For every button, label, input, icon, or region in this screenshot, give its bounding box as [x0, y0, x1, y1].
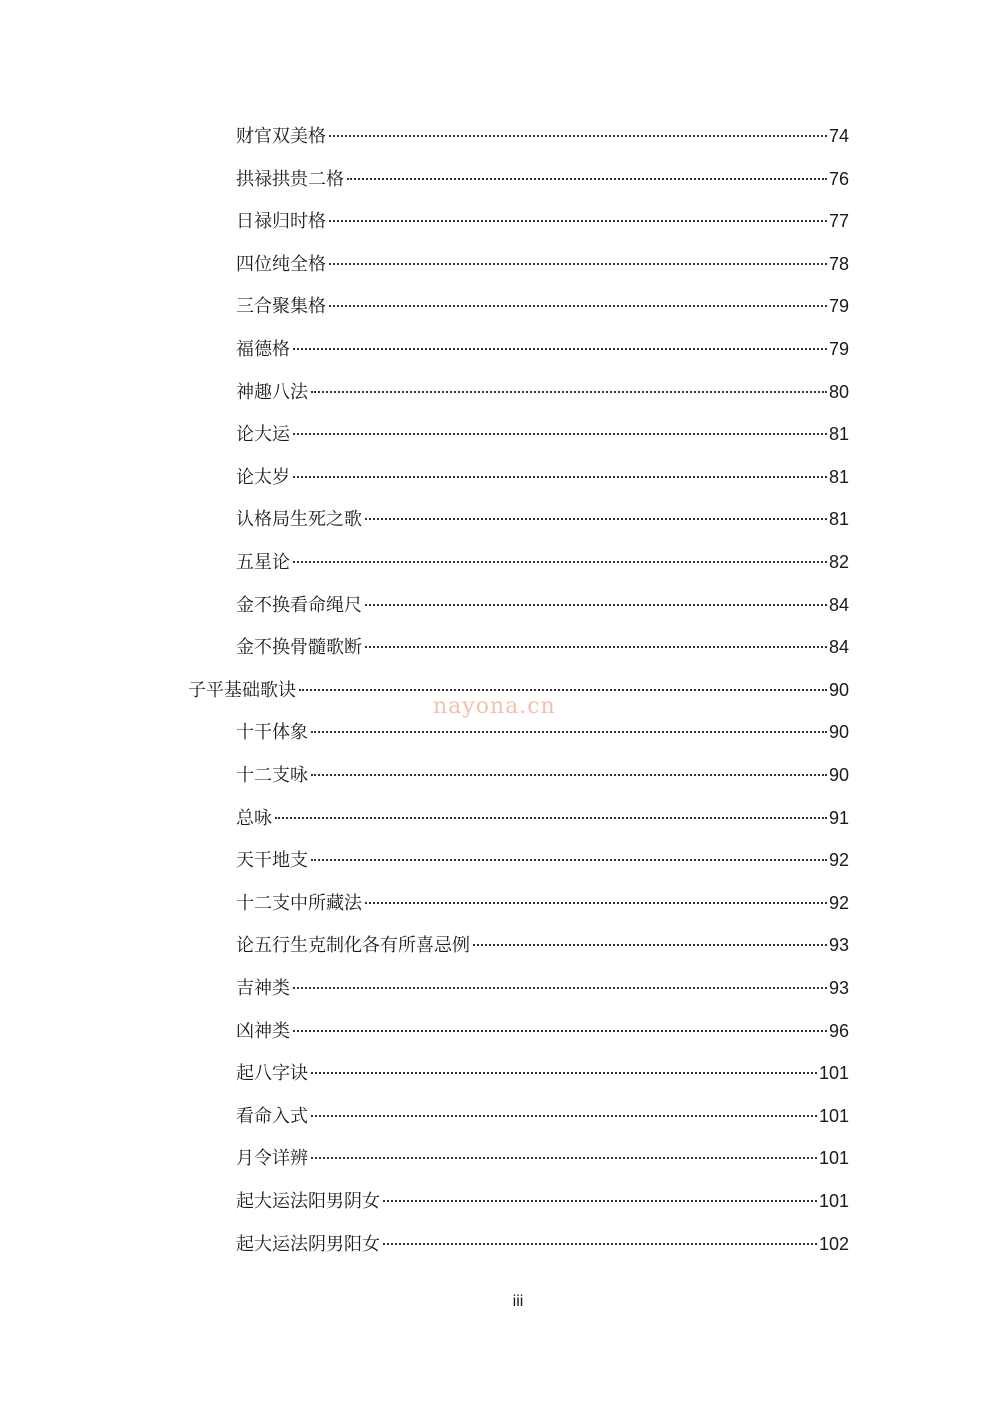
page-number: iii — [512, 1293, 524, 1310]
toc-entry-title: 起八字诀 — [236, 1063, 308, 1085]
toc-entry[interactable] — [236, 590, 849, 620]
dot-leader — [329, 135, 827, 137]
toc-entry-title: 总咏 — [236, 807, 272, 829]
toc-entry[interactable] — [236, 845, 849, 875]
dot-leader — [293, 348, 827, 350]
toc-entry-title: 金不换骨髓歌断 — [236, 637, 362, 659]
toc-entry[interactable] — [236, 973, 849, 1003]
dot-leader — [383, 1200, 817, 1202]
toc-entry-page: 90 — [828, 765, 849, 785]
toc-entry-title: 起大运法阳男阴女 — [236, 1191, 380, 1212]
toc-entry-page: 79 — [828, 296, 849, 317]
toc-entry-page: 93 — [828, 935, 849, 956]
dot-leader — [311, 859, 827, 861]
toc-entry[interactable] — [236, 419, 849, 449]
toc-entry-page: 79 — [828, 339, 849, 359]
dot-leader — [365, 518, 827, 520]
toc-entry[interactable] — [236, 930, 849, 960]
dot-leader — [275, 817, 827, 819]
dot-leader — [311, 1157, 817, 1159]
dot-leader — [329, 220, 827, 222]
dot-leader — [329, 263, 827, 265]
toc-entry-title: 金不换看命绳尺 — [236, 594, 362, 616]
toc-entry-title: 论五行生克制化各有所喜忌例 — [236, 935, 470, 957]
toc-entry-title: 子平基础歌诀 — [188, 679, 296, 701]
toc-entry-page: 80 — [828, 381, 849, 402]
toc-entry-page: 84 — [828, 637, 849, 658]
dot-leader — [293, 1030, 827, 1032]
watermark: nayona.cn — [433, 694, 556, 719]
toc-entry-title: 财官双美格 — [236, 126, 326, 147]
toc-entry-page: 81 — [828, 509, 849, 530]
toc-entry[interactable] — [236, 121, 849, 151]
dot-leader — [473, 944, 827, 946]
toc-entry[interactable] — [236, 1186, 849, 1216]
toc-entry-title: 四位纯全格 — [236, 253, 326, 275]
toc-entry-page: 93 — [828, 978, 849, 998]
toc-entry-page: 102 — [818, 1233, 849, 1254]
toc-entry-page: 101 — [818, 1148, 849, 1169]
toc-entry-page: 90 — [828, 679, 849, 700]
toc-entry[interactable] — [236, 249, 849, 279]
toc-entry-page: 81 — [828, 424, 849, 445]
toc-entry-title: 起大运法阴男阳女 — [236, 1233, 380, 1255]
toc-entry-title: 福德格 — [236, 339, 290, 360]
toc-entry-page: 101 — [818, 1191, 849, 1211]
toc-entry-page: 78 — [828, 253, 849, 274]
dot-leader — [293, 561, 827, 563]
dot-leader — [293, 476, 827, 478]
toc-entry[interactable] — [236, 462, 849, 492]
toc-entry[interactable] — [236, 504, 849, 534]
toc-entry-title: 日禄归时格 — [236, 211, 326, 233]
toc-entry[interactable] — [236, 1229, 849, 1259]
toc-entry-page: 82 — [828, 552, 849, 572]
toc-entry-title: 五星论 — [236, 552, 290, 573]
toc-entry-title: 认格局生死之歌 — [236, 509, 362, 531]
toc-entry[interactable] — [236, 1101, 849, 1131]
toc-entry-page: 96 — [828, 1020, 849, 1041]
toc-entry-title: 看命入式 — [236, 1105, 308, 1127]
toc-entry[interactable] — [236, 803, 849, 833]
dot-leader — [329, 305, 827, 307]
dot-leader — [383, 1243, 817, 1245]
toc-entry-title: 天干地支 — [236, 850, 308, 872]
toc-entry-page: 90 — [828, 722, 849, 743]
dot-leader — [299, 689, 827, 691]
toc-entry[interactable] — [236, 164, 849, 194]
dot-leader — [311, 774, 827, 776]
toc-entry-title: 三合聚集格 — [236, 296, 326, 318]
toc-entry-title: 十干体象 — [236, 722, 308, 744]
dot-leader — [365, 646, 827, 648]
dot-leader — [365, 604, 827, 606]
toc-entry[interactable] — [236, 334, 849, 364]
toc-entry[interactable] — [236, 632, 849, 662]
toc-entry[interactable] — [236, 760, 849, 790]
toc-entry-page: 92 — [828, 850, 849, 871]
toc-entry[interactable] — [236, 547, 849, 577]
toc-entry-title: 十二支咏 — [236, 765, 308, 786]
toc-entry-page: 101 — [818, 1063, 849, 1084]
toc-entry[interactable] — [236, 291, 849, 321]
toc-entry[interactable] — [236, 1143, 849, 1173]
dot-leader — [311, 1115, 817, 1117]
dot-leader — [293, 987, 827, 989]
toc-entry-title: 月令详辨 — [236, 1148, 308, 1170]
toc-entry-page: 77 — [828, 211, 849, 232]
toc-entry-page: 76 — [828, 168, 849, 189]
dot-leader — [311, 1072, 817, 1074]
toc-entry[interactable] — [236, 1058, 849, 1088]
toc-entry-title: 拱禄拱贵二格 — [236, 168, 344, 190]
dot-leader — [293, 433, 827, 435]
toc-entry[interactable] — [236, 717, 849, 747]
dot-leader — [311, 731, 827, 733]
toc-entry[interactable] — [236, 206, 849, 236]
toc-entry-title: 吉神类 — [236, 978, 290, 999]
dot-leader — [365, 902, 827, 904]
toc-entry-title: 凶神类 — [236, 1020, 290, 1042]
toc-entry-page: 101 — [818, 1105, 849, 1126]
toc-entry[interactable] — [236, 377, 849, 407]
toc-entry-title: 论大运 — [236, 424, 290, 446]
toc-entry-page: 84 — [828, 594, 849, 615]
toc-entry-title: 神趣八法 — [236, 381, 308, 403]
toc-entry-title: 论太岁 — [236, 466, 290, 488]
toc-entry-page: 92 — [828, 892, 849, 913]
toc-entry-title: 十二支中所藏法 — [236, 892, 362, 914]
toc-entry-page: 74 — [828, 126, 849, 146]
toc-entry[interactable] — [236, 888, 849, 918]
toc-entry[interactable] — [236, 1016, 849, 1046]
toc-entry-page: 91 — [828, 807, 849, 828]
dot-leader — [311, 391, 827, 393]
dot-leader — [347, 178, 827, 180]
toc-entry-page: 81 — [828, 466, 849, 487]
